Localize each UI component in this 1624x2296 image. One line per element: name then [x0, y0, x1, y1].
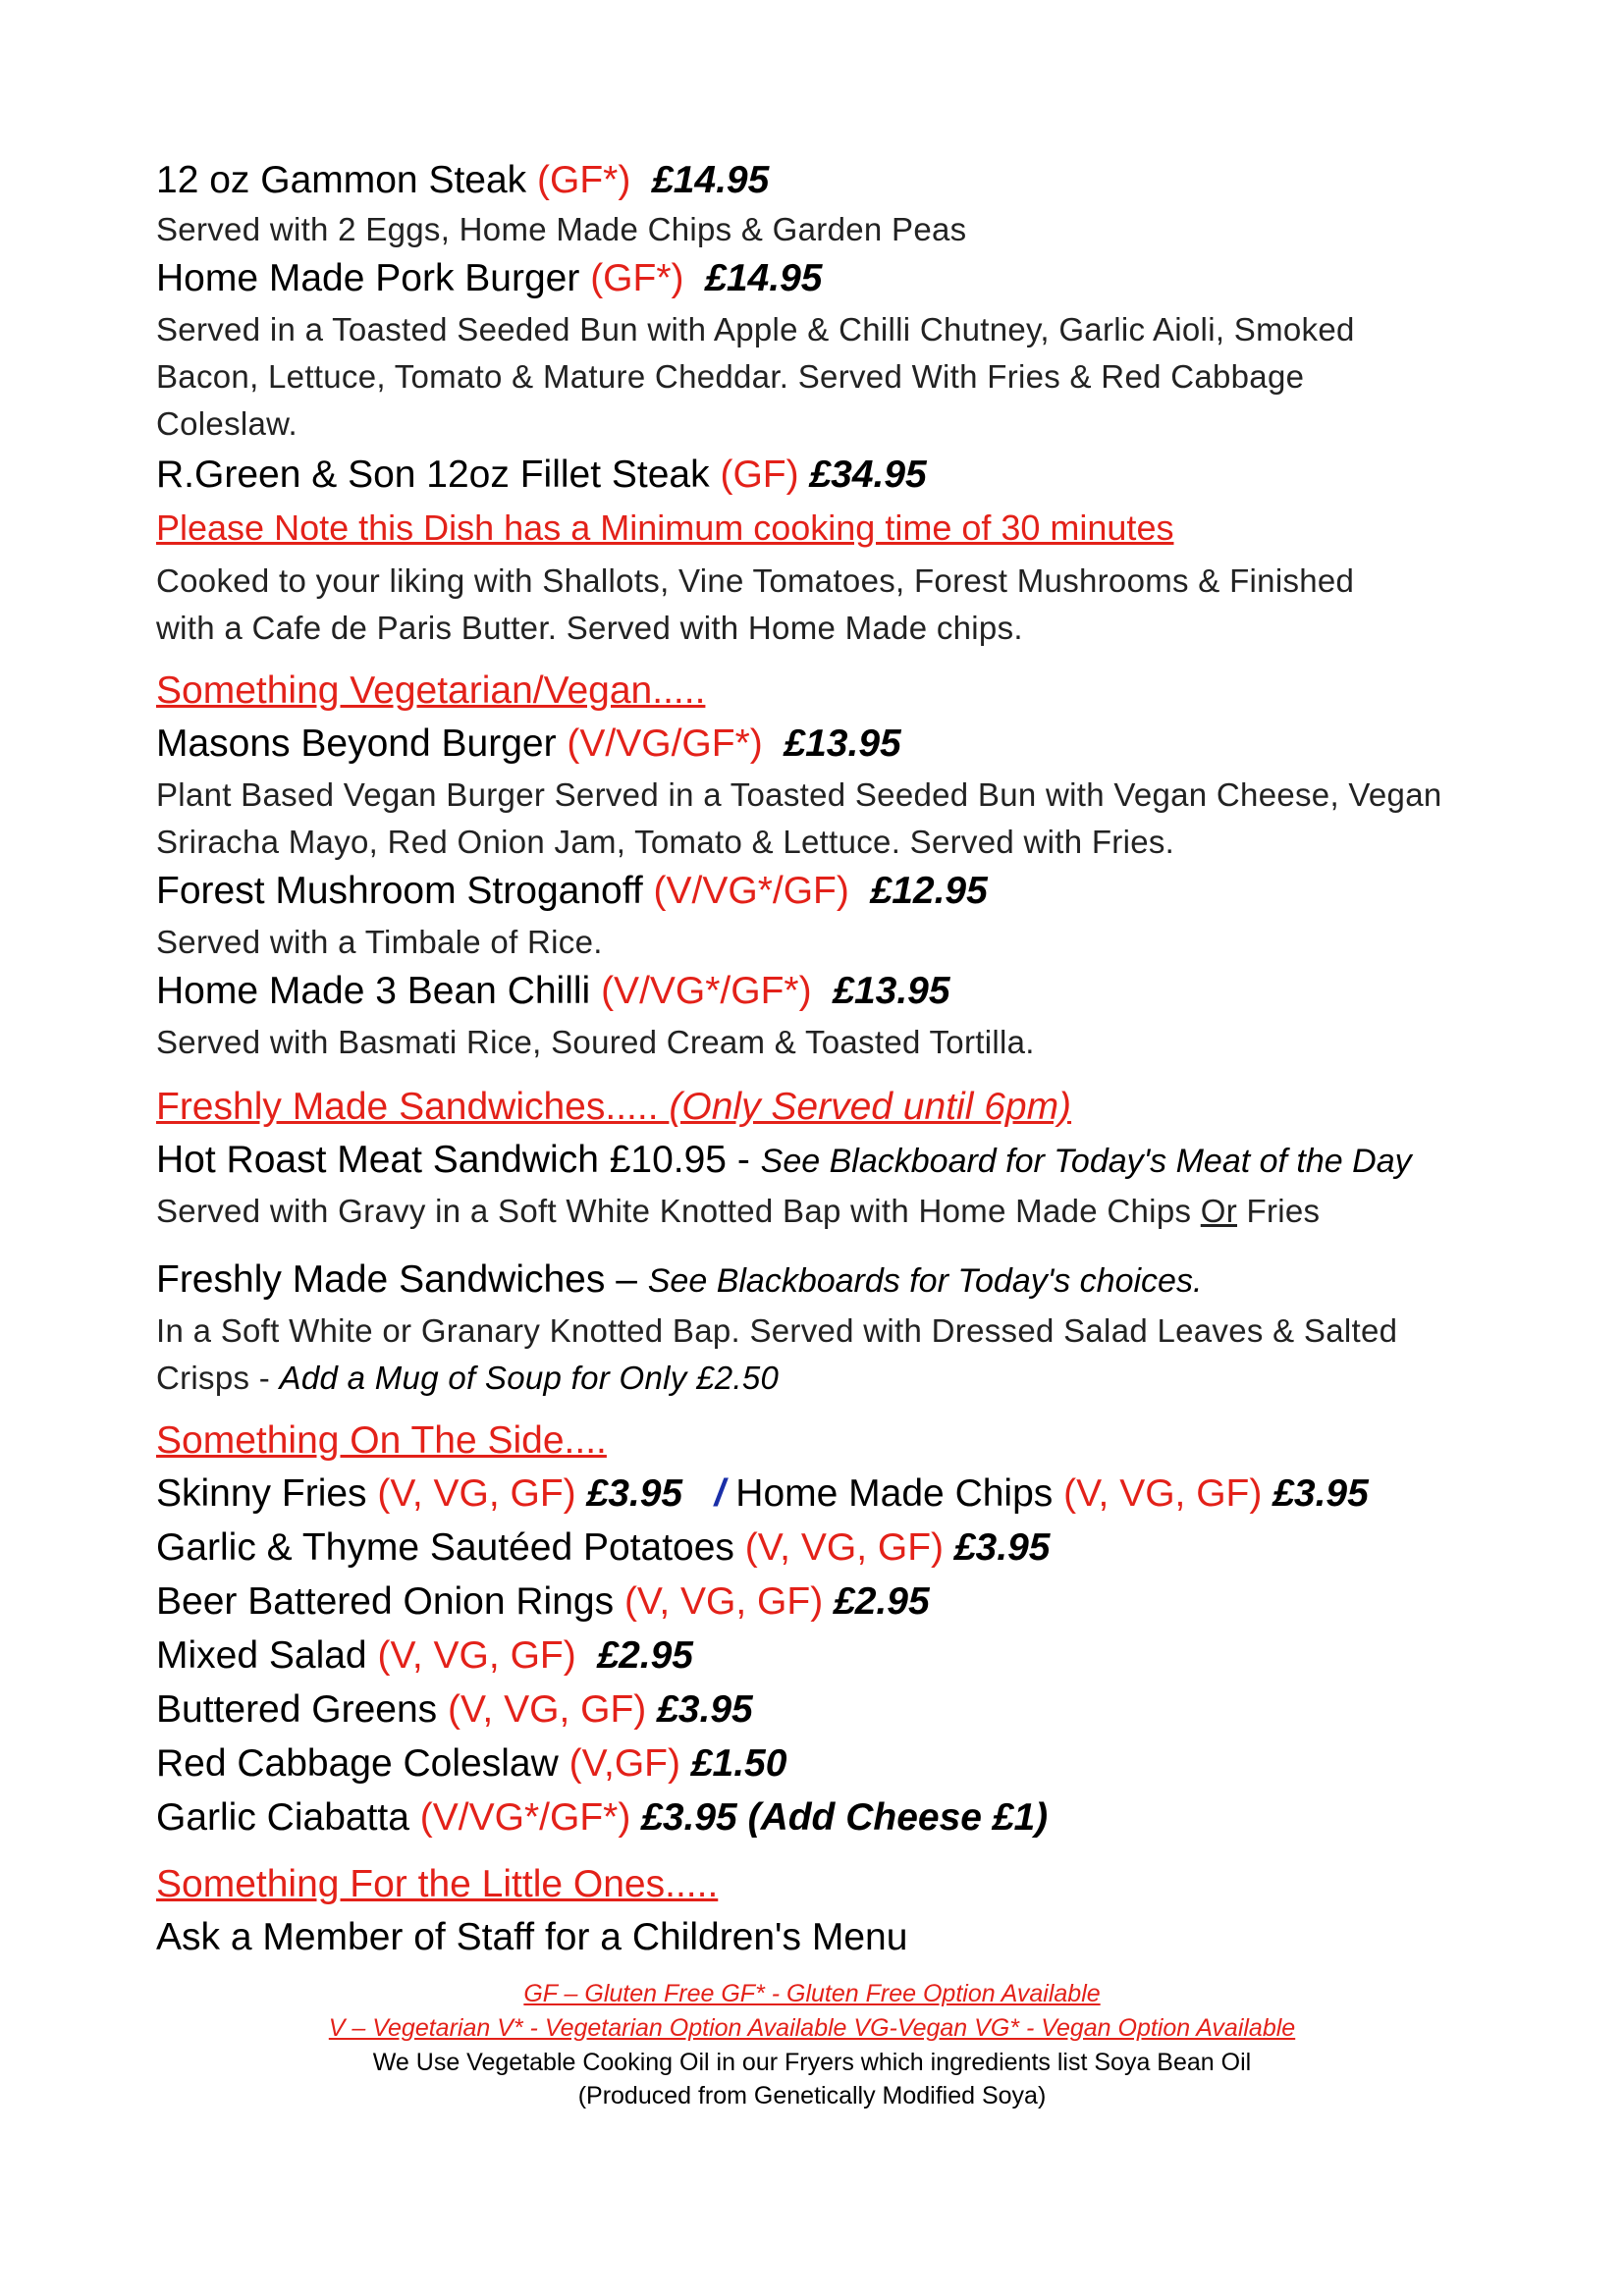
dietary-tag: (V/VG*/GF*): [601, 970, 812, 1012]
dish-note: See Blackboards for Today's choices.: [647, 1262, 1203, 1300]
dietary-tag: (V, VG, GF): [448, 1688, 647, 1731]
side-price: £2.95: [575, 1634, 693, 1677]
bean-chilli-description: Served with Basmati Rice, Soured Cream & Toasted Tortilla.: [156, 1024, 1035, 1060]
gammon-description: Served with 2 Eggs, Home Made Chips & Garden Peas: [156, 211, 967, 247]
description-text-end: Fries: [1237, 1193, 1321, 1229]
gammon-title: [156, 157, 769, 204]
side-price: £3.95: [1262, 1472, 1369, 1515]
sandwiches-time-note: (Only Served until 6pm): [669, 1086, 1072, 1128]
side-price: £3.95: [575, 1472, 683, 1515]
description-or: Or: [1200, 1193, 1238, 1229]
footer-oil-note: We Use Vegetable Cooking Oil in our Fryers which ingredients list Soya Bean Oil: [372, 2049, 1252, 2076]
side-price: £3.95: [646, 1688, 753, 1731]
side-name: Garlic & Thyme Sautéed Potatoes: [156, 1526, 745, 1569]
dish-name: Forest Mushroom Stroganoff: [156, 870, 643, 912]
fillet-title: [156, 452, 927, 499]
footer-legend-2: V – Vegetarian V* - Vegetarian Option Available VG-Vegan VG* - Vegan Option Available: [328, 2014, 1296, 2042]
section-heading-sides: Something On The Side....: [156, 1419, 607, 1462]
dish-name: Home Made Pork Burger: [156, 257, 580, 299]
stroganoff-description: Served with a Timbale of Rice.: [156, 924, 603, 960]
side-garlic-ciabatta: [156, 1794, 1048, 1842]
side-name: Skinny Fries: [156, 1472, 378, 1515]
side-price: £2.95: [823, 1580, 930, 1623]
side-potatoes: [156, 1524, 1050, 1572]
side-name: Home Made Chips: [725, 1472, 1064, 1515]
side-fries-chips: [156, 1470, 1369, 1518]
dietary-tag: (V/VG*/GF): [653, 870, 849, 912]
dietary-tag: (GF*): [590, 257, 684, 299]
kids-menu-text: Ask a Member of Staff for a Children's Menu: [156, 1916, 908, 1958]
dish-name: Freshly Made Sandwiches –: [156, 1258, 648, 1301]
side-name: Buttered Greens: [156, 1688, 448, 1731]
dish-price: £13.95: [833, 970, 950, 1012]
dietary-tag: (V/VG*/GF*): [419, 1796, 631, 1839]
sandwiches-heading-text: Freshly Made Sandwiches.....: [156, 1086, 670, 1128]
dish-price: £14.95: [705, 257, 823, 299]
pork-burger-description-2: Bacon, Lettuce, Tomato & Mature Cheddar. Served With Fries & Red Cabbage: [156, 358, 1305, 395]
side-price: £1.50: [680, 1742, 787, 1785]
section-heading-sandwiches: [156, 1084, 1071, 1131]
fillet-description-2: with a Cafe de Paris Butter. Served with Home Made chips.: [156, 610, 1023, 646]
side-name: Beer Battered Onion Rings: [156, 1580, 624, 1623]
dietary-tag: (GF*): [537, 159, 631, 201]
dietary-tag: (V, VG, GF): [623, 1580, 824, 1623]
roast-sandwich-description: [156, 1188, 1320, 1235]
fresh-sandwich-description-1: In a Soft White or Granary Knotted Bap. Served with Dressed Salad Leaves & Salted: [156, 1312, 1398, 1349]
dish-name: Masons Beyond Burger: [156, 722, 557, 765]
dietary-tag: (V, VG, GF): [377, 1634, 576, 1677]
section-heading-vegetarian: Something Vegetarian/Vegan.....: [156, 669, 706, 712]
dietary-tag: (V, VG, GF): [744, 1526, 945, 1569]
dietary-tag: (V, VG, GF): [1063, 1472, 1263, 1515]
fresh-sandwich-title: [156, 1256, 1202, 1305]
description-text: Served with Gravy in a Soft White Knotted Bap with Home Made Chips: [156, 1193, 1201, 1229]
pork-burger-title: [156, 255, 822, 302]
footer-soya-note: (Produced from Genetically Modified Soya): [577, 2082, 1047, 2109]
cooking-time-note: Please Note this Dish has a Minimum cooking time of 30 minutes: [156, 507, 1174, 548]
fresh-sandwich-description-2: [156, 1355, 779, 1402]
beyond-burger-title: [156, 721, 901, 768]
dish-price: £13.95: [784, 722, 901, 765]
side-mixed-salad: [156, 1632, 693, 1680]
side-buttered-greens: [156, 1686, 753, 1734]
side-price: £3.95: [944, 1526, 1051, 1569]
pork-burger-description-1: Served in a Toasted Seeded Bun with Apple & Chilli Chutney, Garlic Aioli, Smoked: [156, 311, 1355, 347]
dietary-tag: (V, VG, GF): [377, 1472, 576, 1515]
dietary-tag: (GF): [720, 454, 799, 496]
bean-chilli-title: [156, 968, 950, 1015]
soup-offer: Add a Mug of Soup for Only £2.50: [279, 1360, 780, 1396]
side-price: £3.95 (Add Cheese £1): [630, 1796, 1049, 1839]
dish-name: Hot Roast Meat Sandwich £10.95 -: [156, 1139, 761, 1181]
side-name: Red Cabbage Coleslaw: [156, 1742, 569, 1785]
side-coleslaw: [156, 1740, 786, 1788]
side-name: Garlic Ciabatta: [156, 1796, 420, 1839]
dish-note: See Blackboard for Today's Meat of the Day: [760, 1143, 1412, 1180]
fillet-description-1: Cooked to your liking with Shallots, Vine Tomatoes, Forest Mushrooms & Finished: [156, 562, 1355, 599]
footer-legend-1: GF – Gluten Free GF* - Gluten Free Option Available: [523, 1980, 1101, 2007]
section-heading-kids: Something For the Little Ones.....: [156, 1863, 719, 1905]
description-text: Crisps -: [156, 1360, 280, 1396]
side-name: Mixed Salad: [156, 1634, 378, 1677]
beyond-burger-description-1: Plant Based Vegan Burger Served in a Toasted Seeded Bun with Vegan Cheese, Vegan: [156, 776, 1442, 813]
dish-name: 12 oz Gammon Steak: [156, 159, 527, 201]
dietary-tag: (V,GF): [568, 1742, 680, 1785]
stroganoff-title: [156, 868, 988, 915]
dish-price: £34.95: [809, 454, 927, 496]
dietary-tag: (V/VG/GF*): [567, 722, 763, 765]
roast-sandwich-title: [156, 1137, 1412, 1185]
beyond-burger-description-2: Sriracha Mayo, Red Onion Jam, Tomato & Lettuce. Served with Fries.: [156, 824, 1175, 860]
side-onion-rings: [156, 1578, 930, 1626]
pork-burger-description-3: Coleslaw.: [156, 405, 298, 442]
separator-slash: /: [714, 1472, 726, 1515]
dish-price: £14.95: [652, 159, 770, 201]
dish-price: £12.95: [870, 870, 988, 912]
dish-name: Home Made 3 Bean Chilli: [156, 970, 591, 1012]
dish-name: R.Green & Son 12oz Fillet Steak: [156, 454, 710, 496]
